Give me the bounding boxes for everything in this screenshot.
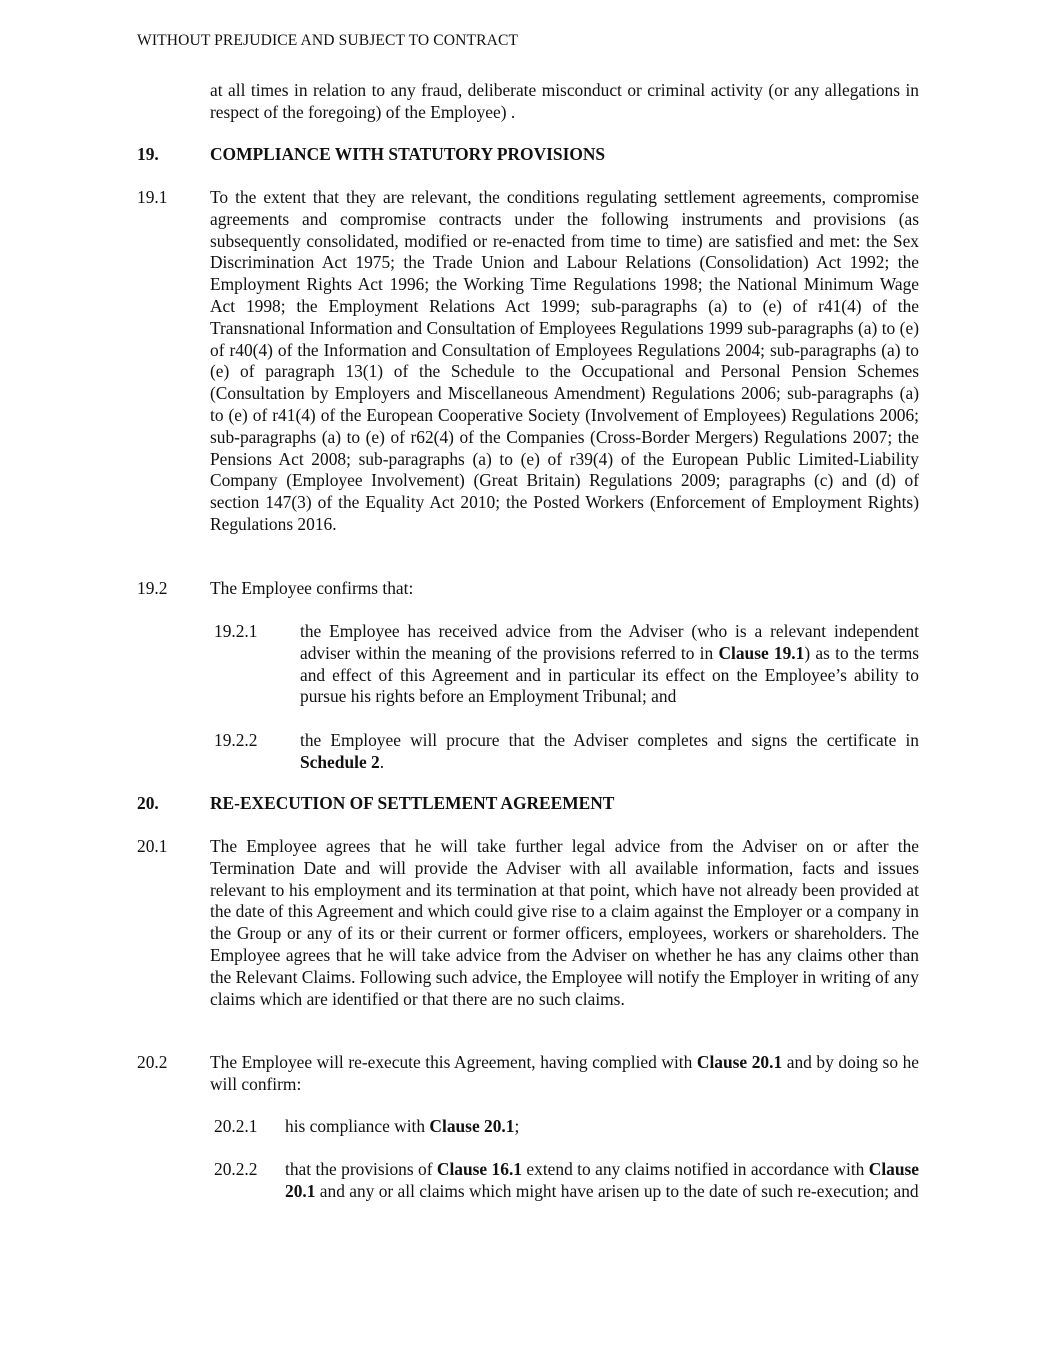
clause-reference: Clause 20.1 xyxy=(696,1052,783,1072)
clause-20-1-number: 20.1 xyxy=(137,836,168,856)
clause-reference: Clause 16.1 xyxy=(436,1159,522,1179)
clause-reference: Clause 19.1 xyxy=(718,642,805,663)
clause-19-2-number: 19.2 xyxy=(137,578,168,598)
clause-19-2-text: The Employee confirms that: xyxy=(210,578,414,598)
clause-reference: Clause 20.1 xyxy=(285,1159,920,1201)
clause-20-2-2-text: that the provisions of Clause 16.1 extend to any claims notified in accordance with Clause 20.1 and any or all claims which might have arisen up to the date of such re-execution; and xyxy=(285,1159,920,1201)
clause-19-2-1-text: the Employee has received advice from the Adviser (who is a relevant independent adviser within the meaning of the provisions referred to in Clause 19.1) as to the terms and effect of this Agreement and in particular its effect on the Employee’s ability to pursue his rights before an Employment Tribunal; and xyxy=(300,621,919,707)
clause-20-1-text: The Employee agrees that he will take further legal advice from the Adviser on or after the Termination Date and will provide the Adviser with all available information, facts and issues relevant to his employment and its termination at that point, which have not already been provided at the date of this Agreement and which could give rise to a claim against the Employer or a company in the Group or any of its or their current or former officers, employees, workers or shareholders. The Employee agrees that he will take advice from the Adviser on whether he has any claims other than the Relevant Claims. Following such advice, the Employee will notify the Employer in writing of any claims which are identified or that there are no such claims. xyxy=(210,836,919,1009)
section-20-title: RE-EXECUTION OF SETTLEMENT AGREEMENT xyxy=(210,793,615,813)
clause-19-1-number: 19.1 xyxy=(137,187,168,207)
clause-20-2-2-number: 20.2.2 xyxy=(214,1159,258,1179)
section-19-title: COMPLIANCE WITH STATUTORY PROVISIONS xyxy=(210,144,606,164)
schedule-reference: Schedule 2 xyxy=(300,751,380,772)
clause-20-2-1-text: his compliance with Clause 20.1; xyxy=(285,1116,520,1136)
clause-20-2-1-number: 20.2.1 xyxy=(214,1116,258,1136)
clause-19-2-2-text: the Employee will procure that the Adviser completes and signs the certificate in Schedule 2. xyxy=(300,730,919,772)
clause-reference: Clause 20.1 xyxy=(429,1116,515,1136)
section-20-number: 20. xyxy=(137,793,159,813)
continuation-paragraph: at all times in relation to any fraud, deliberate misconduct or criminal activity (or any allegations in respect of the foregoing) of the Employee) . xyxy=(210,80,919,122)
clause-20-2-text: The Employee will re-execute this Agreement, having complied with Clause 20.1 and by doing so he will confirm: xyxy=(210,1052,920,1094)
clause-19-1-text: To the extent that they are relevant, the conditions regulating settlement agreements, compromise agreements and compromise contracts under the following instruments and provisions (as subsequently consolidated, modified or re-enacted from time to time) are satisfied and met: the Sex Discrimination Act 1975; the Trade Union and Labour Relations (Consolidation) Act 1992; the Employment Rights Act 1996; the Working Time Regulations 1998; the National Minimum Wage Act 1998; the Employment Relations Act 1999; sub-paragraphs (a) to (e) of r41(4) of the Transnational Information and Consultation of Employees Regulations 1999 sub-paragraphs (a) to (e) of r40(4) of the Information and Consultation of Employees Regulations 2004; sub-paragraphs (a) to (e) of paragraph 13(1) of the Schedule to the Occupational and Personal Pension Schemes (Consultation by Employers and Miscellaneous Amendment) Regulations 2006; sub-paragraphs (a) to (e) of r41(4) of the European Cooperative Society (Involvement of Employees) Regulations 2006; sub-paragraphs (a) to (e) of r62(4) of the Companies (Cross-Border Mergers) Regulations 2007; the Pensions Act 2008; sub-paragraphs (a) to (e) of r39(4) of the European Public Limited-Liability Company (Employee Involvement) (Great Britain) Regulations 2009; paragraphs (c) and (d) of section 147(3) of the Equality Act 2010; the Posted Workers (Enforcement of Employment Rights) Regulations 2016. xyxy=(210,187,919,534)
clause-19-2-1-number: 19.2.1 xyxy=(214,621,258,641)
section-19-number: 19. xyxy=(137,144,159,164)
clause-19-2-2-number: 19.2.2 xyxy=(214,730,258,750)
page-header: WITHOUT PREJUDICE AND SUBJECT TO CONTRACT xyxy=(137,32,519,49)
clause-20-2-number: 20.2 xyxy=(137,1052,168,1072)
